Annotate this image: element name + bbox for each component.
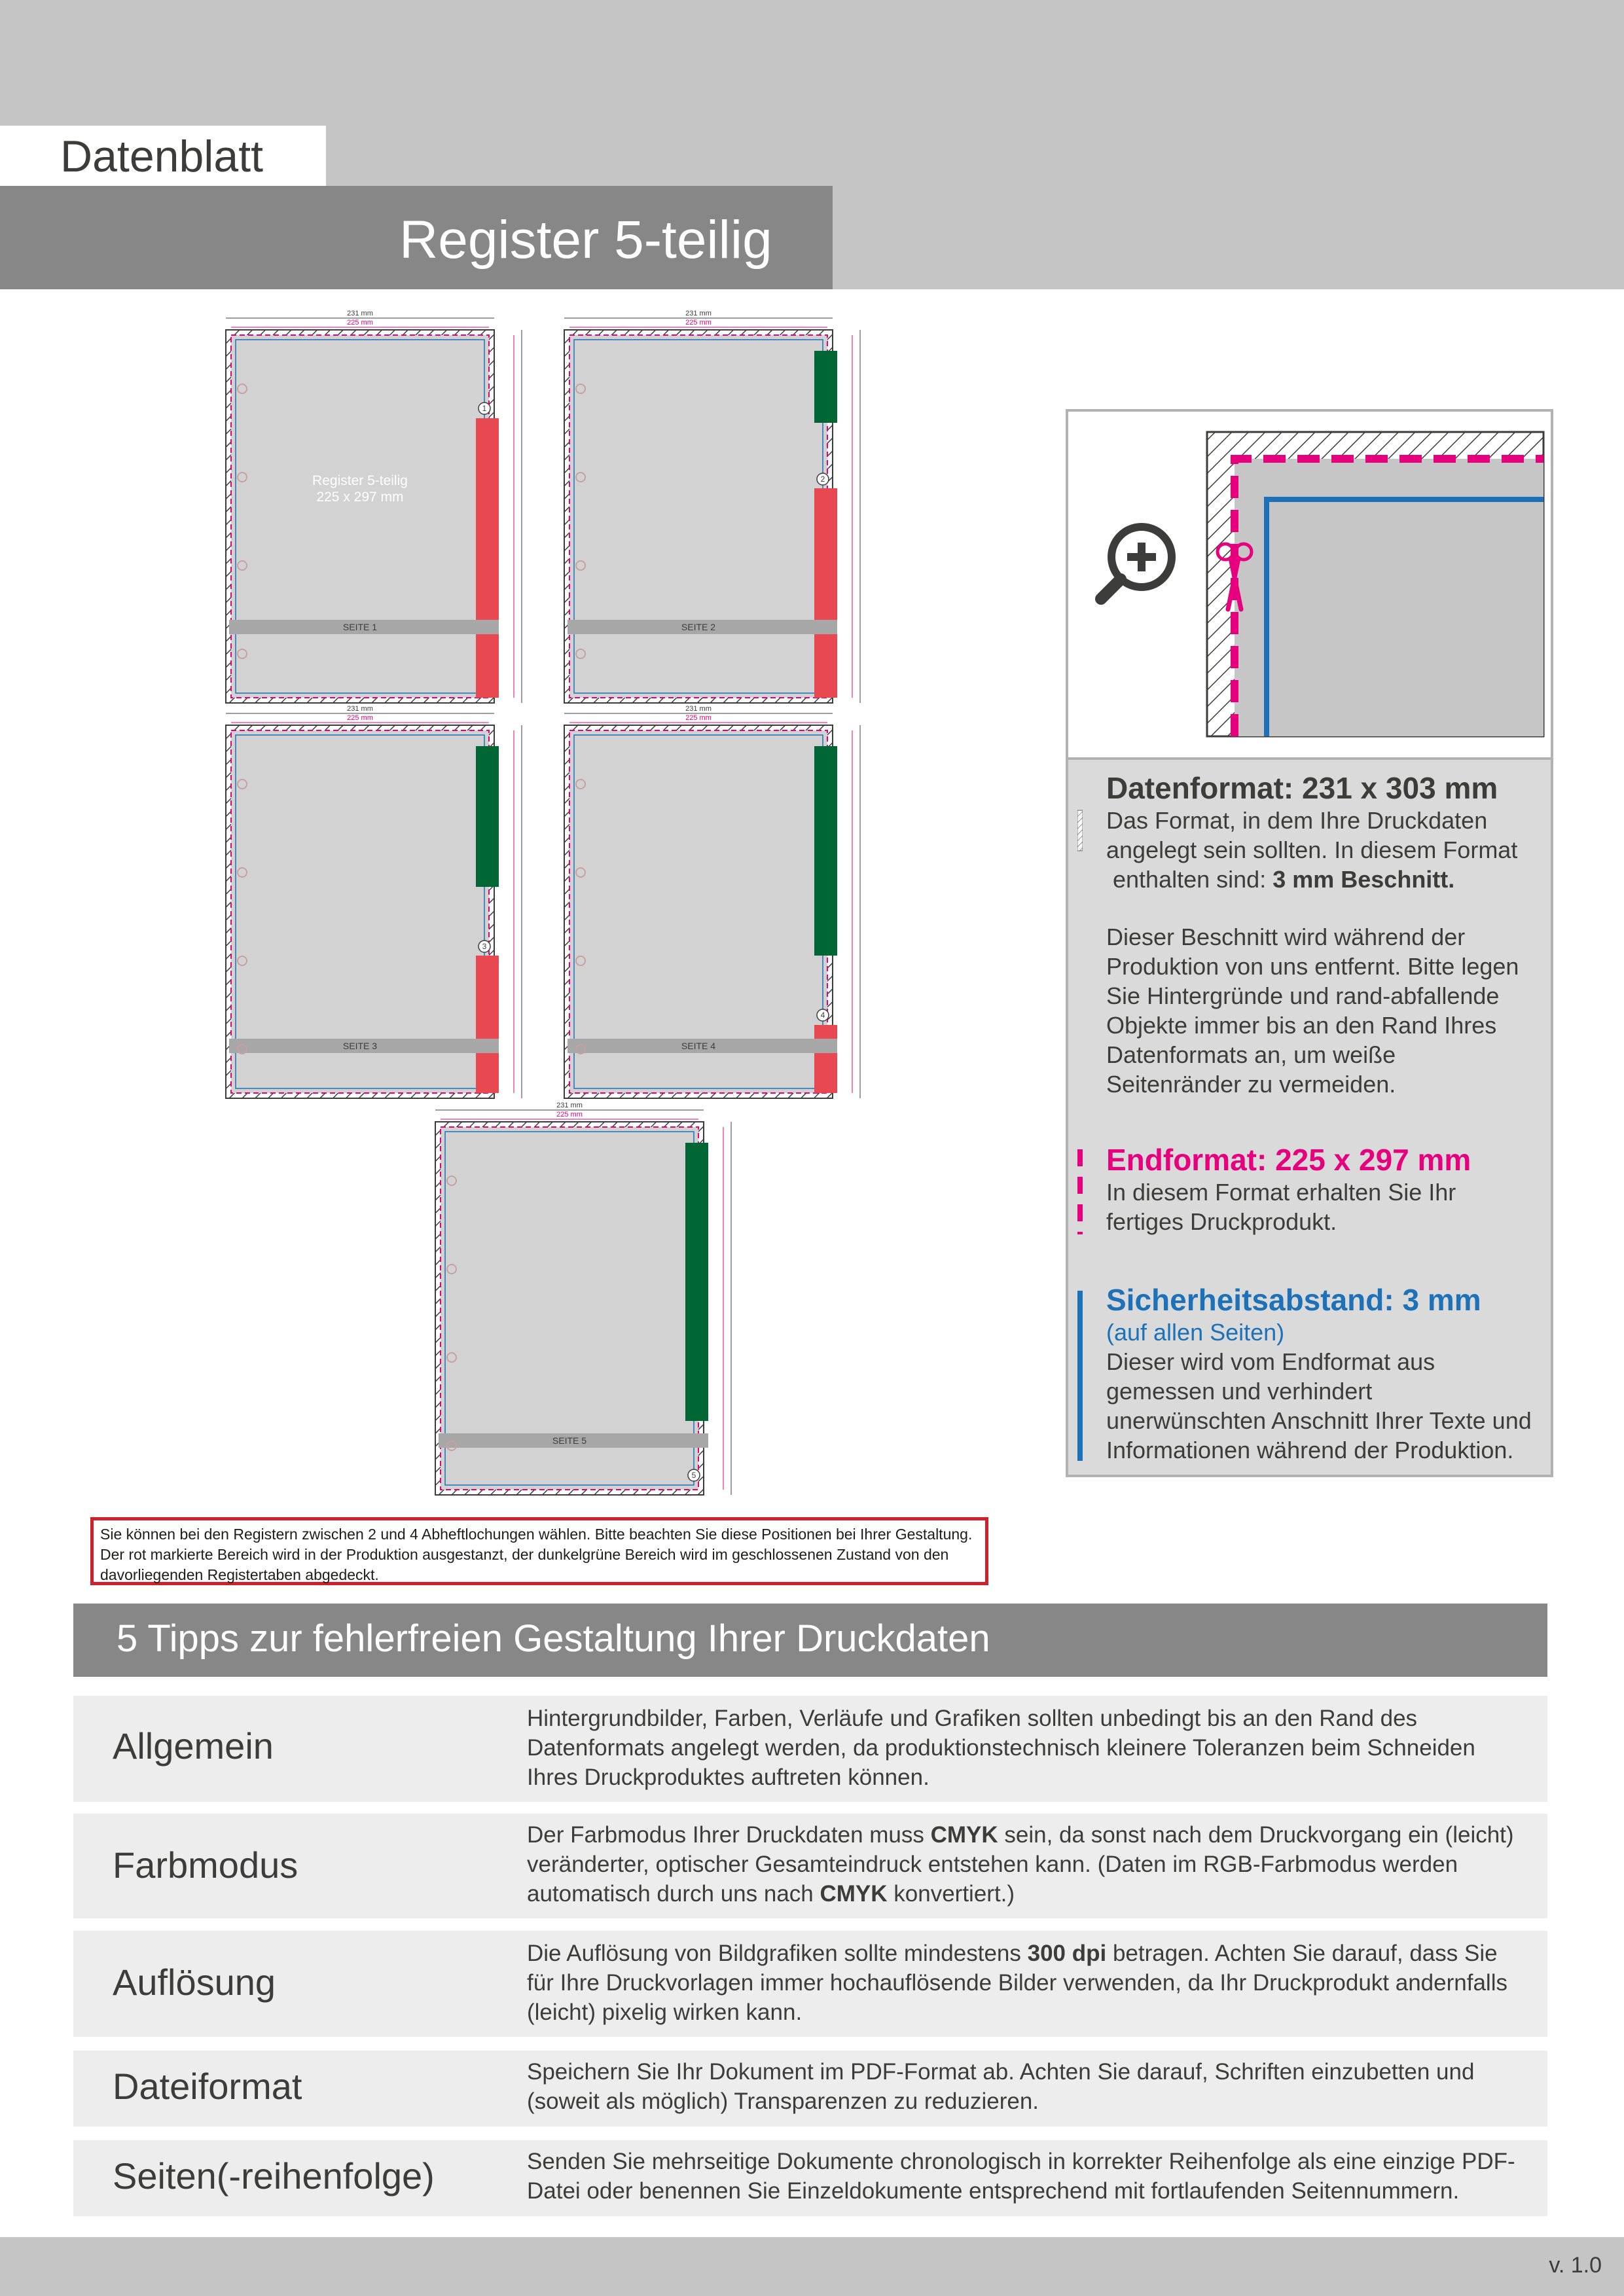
tip-text: Senden Sie mehrseitige Dokumente chronologisch in korrekter Reihenfolge als eine einzige PDF-Datei oder benennen Sie Einzeldokumente entsprechend mit fortlaufenden Seitennummern. — [527, 2149, 1515, 2204]
beschnitt-text: Dieser Beschnitt wird während der Produktion von uns entfernt. Bitte legen Sie Hintergründe und rand-abfallende Objekte immer bis an den Rand Ihres Datenformats an, um weiße Seitenränder zu vermeiden. — [1106, 924, 1519, 1098]
tip-text-bold: 300 dpi — [1027, 1941, 1107, 1966]
page-2 — [564, 310, 860, 703]
tip-row-dateiformat — [73, 2051, 1547, 2126]
tip-row-aufloesung — [73, 1931, 1547, 2037]
page-4 — [564, 705, 860, 1098]
page-3-label: SEITE 3 — [342, 1041, 378, 1051]
datenformat-text-1: Das Format, in dem Ihre Druckdaten — [1106, 807, 1488, 834]
tip-text-part: betragen. Achten Sie darauf, dass Sie für Ihre Druckvorlagen immer hochauflösende Bilder verwenden, da Ihr Druckprodukt andernfalls (leicht) pixelig wirken kann. — [527, 1941, 1507, 2025]
tip-label: Auflösung — [113, 1962, 276, 2003]
page-4-label: SEITE 4 — [681, 1041, 716, 1051]
tip-label: Farbmodus — [113, 1844, 298, 1886]
page-5-dim-inner: 225 mm — [556, 1111, 583, 1119]
tip-text — [527, 1820, 1522, 1909]
page-5-dim-outer: 231 mm — [556, 1102, 583, 1109]
zoom-detail — [1068, 412, 1551, 760]
page-1-dim-outer: 231 mm — [347, 310, 373, 317]
tip-row-allgemein — [73, 1696, 1547, 1802]
datenformat-title: Datenformat: 231 x 303 mm — [1106, 771, 1498, 805]
version-label: v. 1.0 — [1549, 2253, 1602, 2278]
register-diagram — [0, 289, 1047, 1500]
doc-type-tag — [0, 126, 326, 186]
page-5-label: SEITE 5 — [552, 1435, 587, 1446]
page-1-title: Register 5-teilig — [312, 473, 408, 488]
page-5 — [435, 1102, 731, 1495]
page-3-dim-outer: 231 mm — [347, 705, 373, 713]
page-1-size: 225 x 297 mm — [316, 490, 404, 505]
datenformat-text-3a: enthalten sind: — [1113, 866, 1267, 893]
endformat-text: In diesem Format erhalten Sie Ihr fertiges Druckprodukt. — [1106, 1179, 1456, 1235]
tip-row-farbmodus — [73, 1814, 1547, 1918]
page-4-dim-outer: 231 mm — [685, 705, 712, 713]
tip-text — [527, 1939, 1522, 2027]
datenformat-hatch-marker — [1077, 775, 1083, 886]
sicherheit-subtitle: (auf allen Seiten) — [1106, 1319, 1285, 1346]
page-2-dim-inner: 225 mm — [685, 319, 712, 327]
datenformat-section — [1106, 770, 1517, 894]
page-1-dim-inner: 225 mm — [347, 319, 373, 327]
page-4-number: 4 — [820, 1011, 825, 1020]
tip-text: Speichern Sie Ihr Dokument im PDF-Format ab. Achten Sie darauf, Schriften einzubetten und (soweit als möglich) Transparenzen zu reduzieren. — [527, 2059, 1475, 2114]
page-1-number: 1 — [482, 404, 487, 413]
tip-label: Seiten(-reihenfolge) — [113, 2155, 435, 2197]
datenformat-text-3b: 3 mm Beschnitt. — [1272, 866, 1455, 893]
sicherheit-section — [1106, 1282, 1538, 1465]
tip-text-bold: CMYK — [820, 1881, 888, 1907]
page-3-number: 3 — [482, 942, 487, 951]
endformat-section — [1106, 1142, 1525, 1236]
doc-type-label: Datenblatt — [60, 132, 263, 181]
page-3-dim-inner: 225 mm — [347, 714, 373, 722]
tip-text-part: konvertiert.) — [887, 1881, 1015, 1907]
page-4-dim-inner: 225 mm — [685, 714, 712, 722]
tips-title: 5 Tipps zur fehlerfreien Gestaltung Ihrer Druckdaten — [117, 1617, 990, 1660]
datenformat-text-2: angelegt sein sollten. In diesem Format — [1106, 836, 1518, 863]
tip-text: Hintergrundbilder, Farben, Verläufe und Grafiken sollten unbedingt bis an den Rand des Datenformats angelegt werden, da produktionstechnisch kleinere Toleranzen beim Schneiden Ihres Druckproduktes auftreten können. — [527, 1706, 1475, 1790]
footer-band — [0, 2237, 1624, 2296]
product-title: Register 5-teilig — [399, 210, 772, 270]
page-1 — [226, 310, 522, 703]
sicherheit-text: Dieser wird vom Endformat aus gemessen und verhindert unerwünschten Anschnitt Ihrer Texte und Informationen während der Produktion. — [1106, 1348, 1532, 1463]
endformat-marker — [1077, 1149, 1083, 1234]
tips-header — [73, 1604, 1547, 1677]
page-2-number: 2 — [820, 475, 825, 484]
tip-text-part: sein, da sonst nach dem Druckvorgang ein (leicht) veränderter, optischer Gesamteindruck entstehen kann. (Daten im RGB-Farbmodus werden automatisch durch uns nach — [527, 1822, 1514, 1907]
page-3 — [226, 705, 522, 1098]
endformat-title: Endformat: 225 x 297 mm — [1106, 1143, 1471, 1177]
beschnitt-section — [1106, 922, 1525, 1099]
page-2-label: SEITE 2 — [681, 622, 716, 632]
datenformat-text-3 — [1106, 865, 1517, 894]
tip-text-bold: CMYK — [930, 1822, 998, 1848]
format-info-panel — [1066, 409, 1553, 1477]
zoom-in-icon — [1101, 527, 1172, 599]
bleed-detail-graphic — [1068, 412, 1551, 757]
page-2-dim-outer: 231 mm — [685, 310, 712, 317]
tip-row-seiten — [73, 2140, 1547, 2216]
tip-label: Allgemein — [113, 1725, 274, 1767]
punching-note: Sie können bei den Registern zwischen 2 und 4 Abheftlochungen wählen. Bitte beachten Sie diese Positionen bei Ihrer Gestaltung. Der rot markierte Bereich wird in der Produktion ausgestanzt, der dunkelgrüne Bereich wird im geschlossenen Zustand von den davorliegenden Registertaben abgedeckt. — [90, 1517, 988, 1585]
tip-text-part: Die Auflösung von Bildgrafiken sollte mindestens — [527, 1941, 1028, 1966]
title-bar — [0, 186, 833, 289]
tip-text-part: Der Farbmodus Ihrer Druckdaten muss — [527, 1822, 931, 1848]
page-1-label: SEITE 1 — [342, 622, 378, 632]
sicherheit-marker — [1077, 1291, 1083, 1461]
tip-label: Dateiformat — [113, 2066, 302, 2107]
page-5-number: 5 — [691, 1471, 696, 1480]
sicherheit-title: Sicherheitsabstand: 3 mm — [1106, 1283, 1481, 1317]
